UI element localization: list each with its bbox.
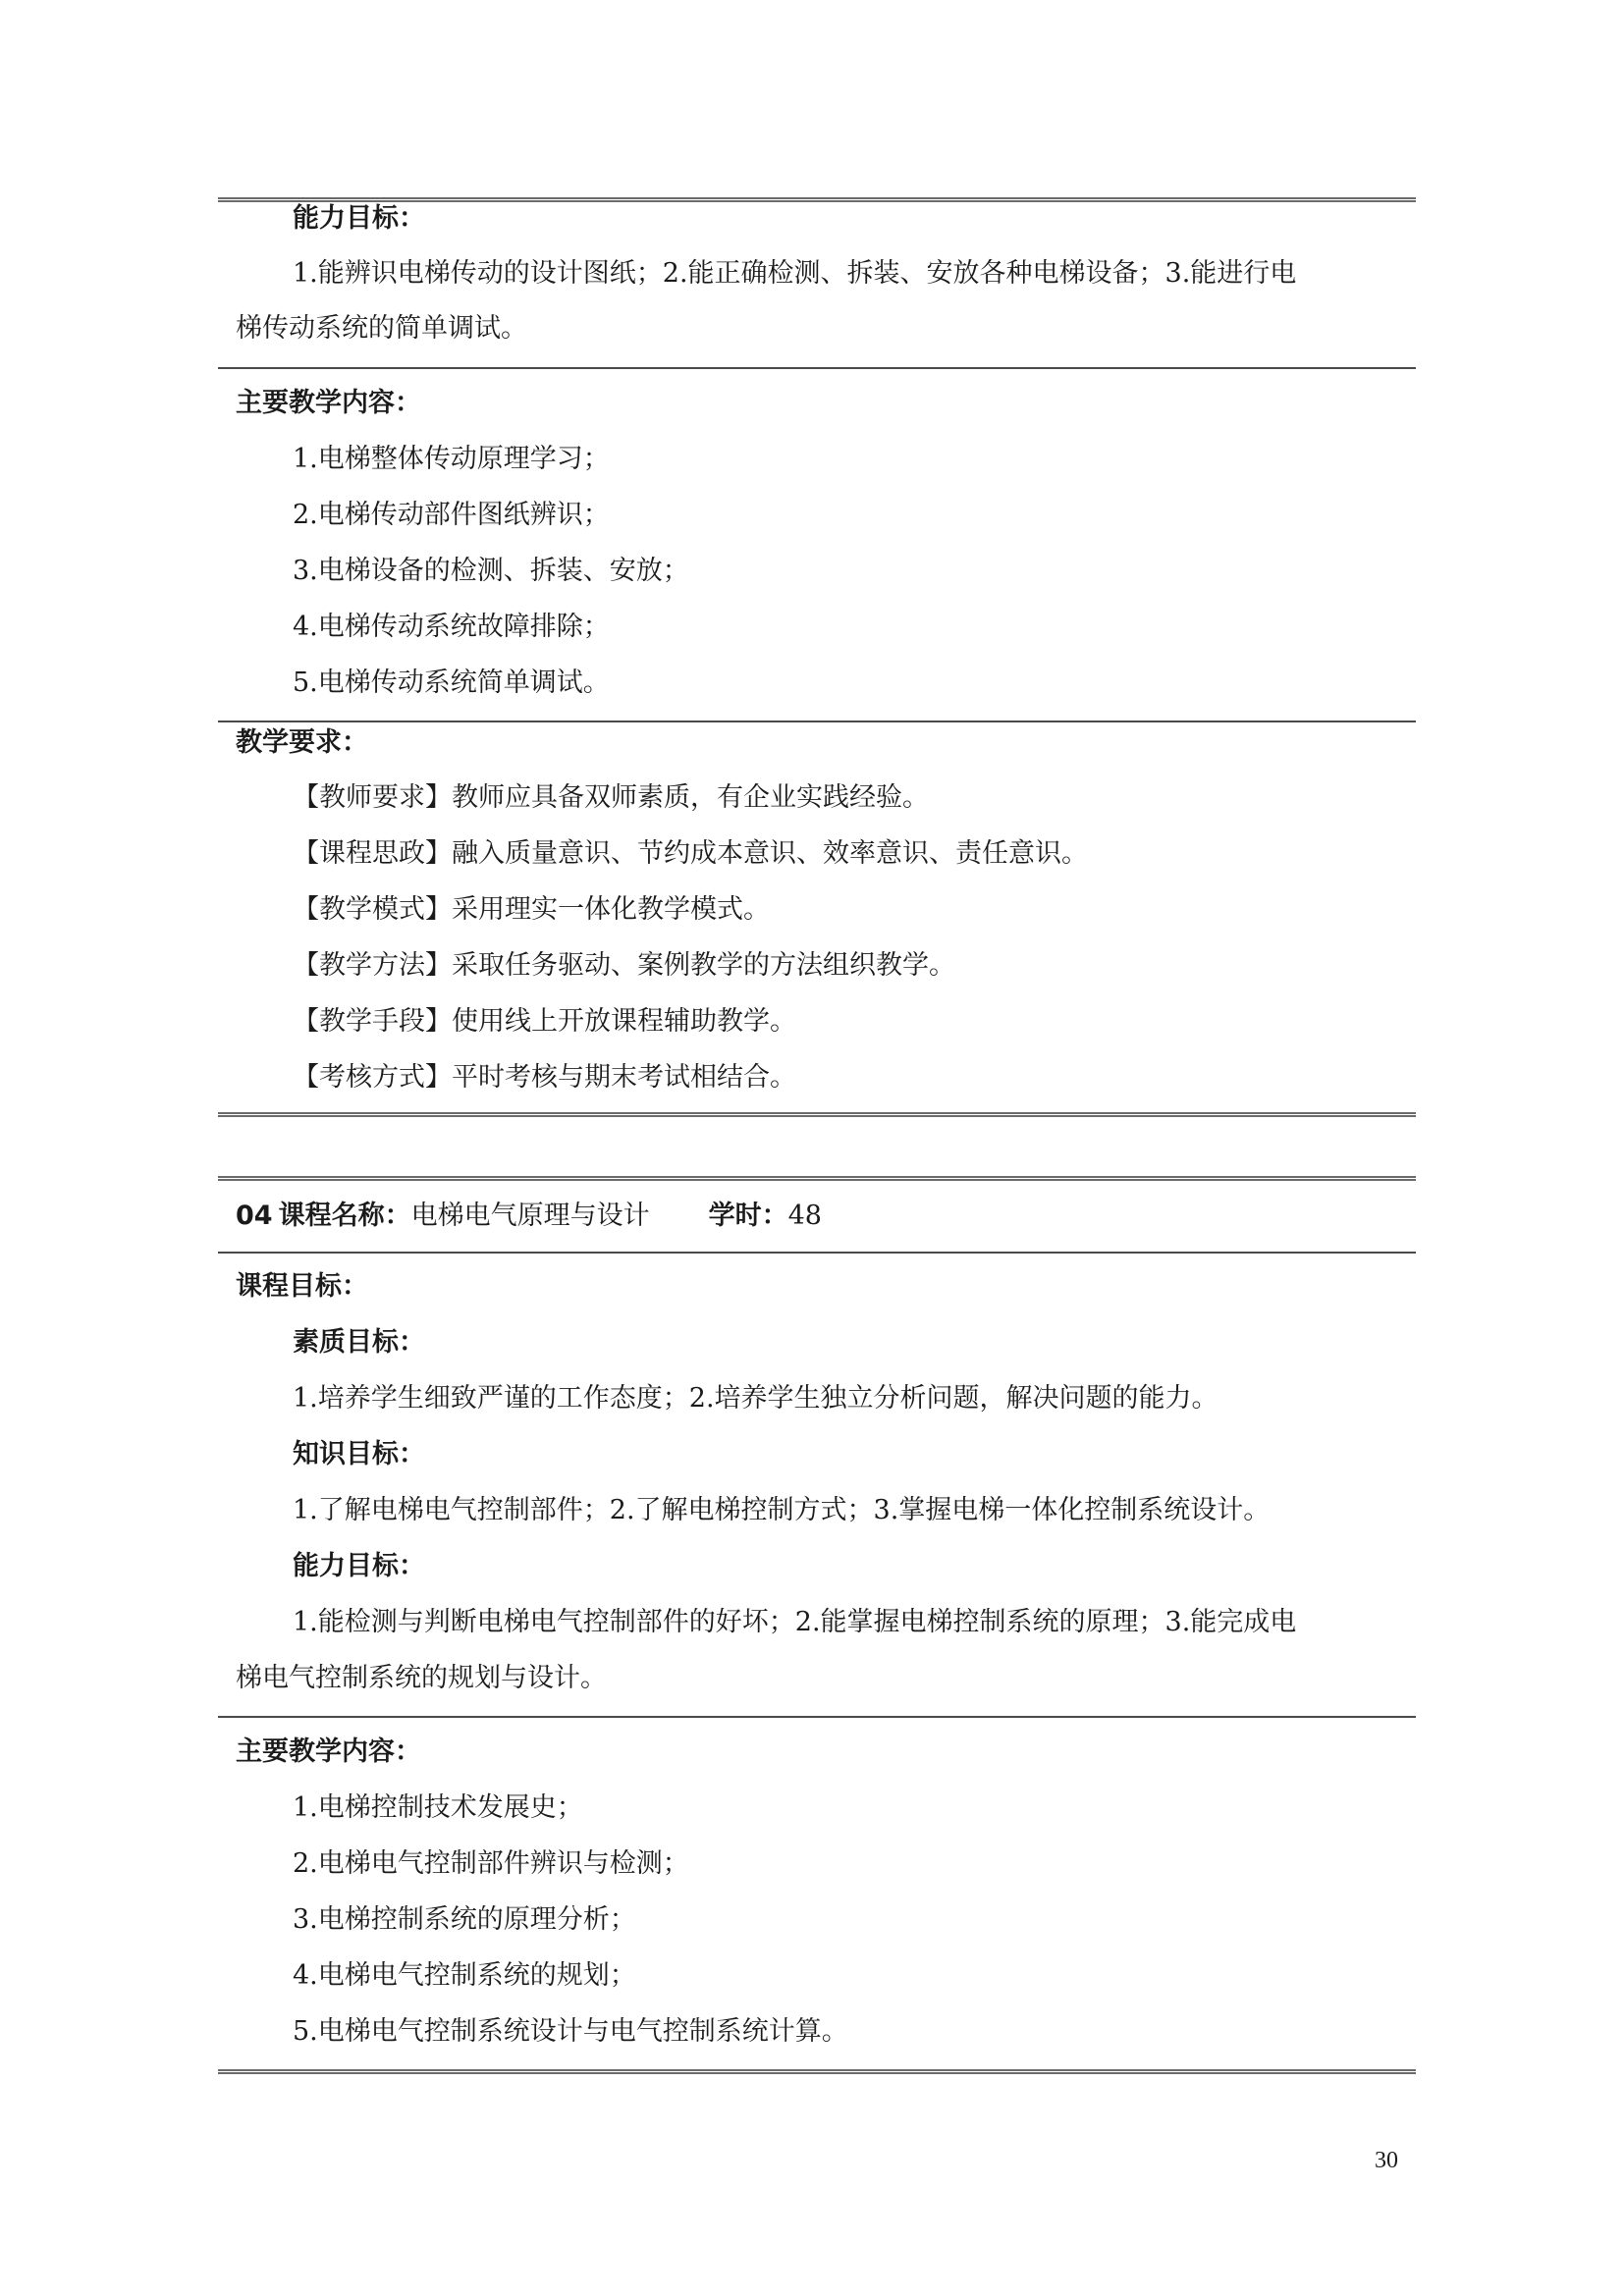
req-heading-1: 教学要求：: [236, 727, 368, 758]
ability-text-2a: 1.能检测与判断电梯电气控制部件的好坏；2.能掌握电梯控制系统的原理；3.能完成电: [293, 1607, 1297, 1637]
req-item-2: 【课程思政】融入质量意识、节约成本意识、效率意识、责任意识。: [293, 838, 1088, 869]
ability-text-1b: 梯传动系统的简单调试。: [236, 313, 527, 344]
course-title-row: [236, 1200, 822, 1233]
content-item-1-4: 4.电梯传动系统故障排除；: [293, 612, 610, 642]
hours-label: 学时：: [708, 1201, 788, 1231]
content-heading-1: 主要教学内容：: [236, 388, 421, 418]
req-item-3: 【教学模式】采用理实一体化教学模式。: [293, 894, 770, 925]
req-item-4: 【教学方法】采取任务驱动、案例教学的方法组织教学。: [293, 950, 955, 981]
knowledge-heading-2: 知识目标：: [293, 1439, 425, 1469]
content-item-1-2: 2.电梯传动部件图纸辨识；: [293, 500, 610, 530]
rule-req-1: [218, 721, 1416, 722]
course-number: 04: [236, 1201, 273, 1231]
content-item-1-1: 1.电梯整体传动原理学习；: [293, 444, 610, 474]
content-item-2-2: 2.电梯电气控制部件辨识与检测；: [293, 1848, 689, 1879]
content-item-1-3: 3.电梯设备的检测、拆装、安放；: [293, 556, 689, 586]
content-item-2-4: 4.电梯电气控制系统的规划；: [293, 1960, 636, 1991]
ability-heading-2: 能力目标：: [293, 1551, 425, 1581]
goal-heading-2: 课程目标：: [236, 1271, 368, 1302]
req-item-6: 【考核方式】平时考核与期末考试相结合。: [293, 1062, 796, 1093]
req-item-5: 【教学手段】使用线上开放课程辅助教学。: [293, 1006, 796, 1037]
rule-content-1: [218, 367, 1416, 369]
course-name: 电梯电气原理与设计: [410, 1201, 650, 1231]
content-item-2-5: 5.电梯电气控制系统设计与电气控制系统计算。: [293, 2016, 848, 2047]
quality-heading-2: 素质目标：: [293, 1327, 425, 1358]
knowledge-text-2: 1.了解电梯电气控制部件；2.了解电梯控制方式；3.掌握电梯一体化控制系统设计。: [293, 1495, 1271, 1525]
course-name-label: 课程名称：: [278, 1201, 411, 1231]
content-item-1-5: 5.电梯传动系统简单调试。: [293, 667, 610, 698]
section1-bottom-double-rule: [218, 1112, 1416, 1117]
rule-content-2: [218, 1716, 1416, 1718]
rule-goal-2: [218, 1252, 1416, 1254]
hours-value: 48: [787, 1201, 822, 1231]
ability-heading-1: 能力目标：: [293, 203, 425, 234]
section2-top-double-rule: [218, 1176, 1416, 1181]
content-item-2-3: 3.电梯控制系统的原理分析；: [293, 1904, 636, 1935]
page-number: 30: [1375, 2148, 1398, 2173]
ability-text-2b: 梯电气控制系统的规划与设计。: [236, 1663, 607, 1693]
quality-text-2: 1.培养学生细致严谨的工作态度；2.培养学生独立分析问题，解决问题的能力。: [293, 1383, 1218, 1414]
req-item-1: 【教师要求】教师应具备双师素质，有企业实践经验。: [293, 782, 929, 813]
ability-text-1a: 1.能辨识电梯传动的设计图纸；2.能正确检测、拆装、安放各种电梯设备；3.能进行电: [293, 258, 1297, 289]
content-heading-2: 主要教学内容：: [236, 1736, 421, 1767]
section2-bottom-double-rule: [218, 2069, 1416, 2074]
content-item-2-1: 1.电梯控制技术发展史；: [293, 1792, 583, 1823]
